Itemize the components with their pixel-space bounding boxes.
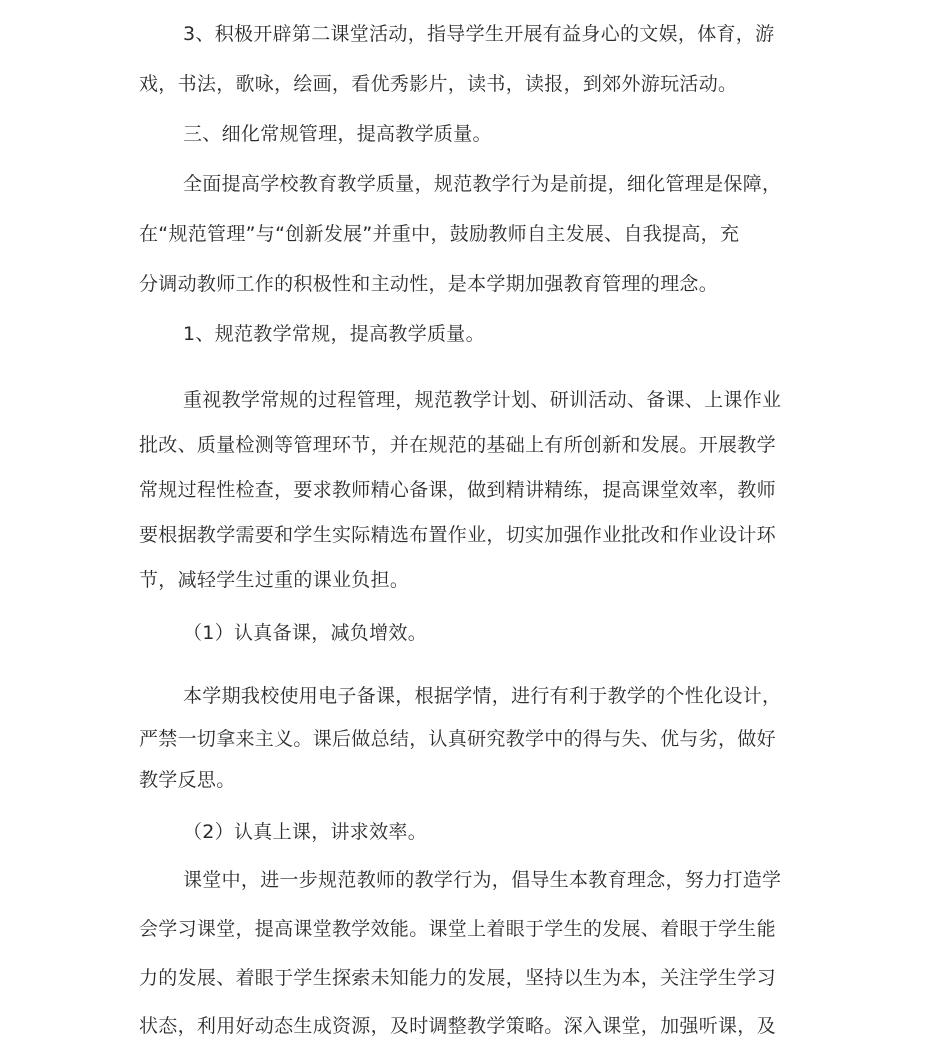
paragraph-line-2: 戏，书法，歌咏，绘画，看优秀影片，读书，读报，到郊外游玩活动。 — [139, 73, 738, 95]
paragraph-line-21: 状态，利用好动态生成资源，及时调整教学策略。深入课堂，加强听课，及 — [139, 1015, 776, 1037]
paragraph-line-4: 全面提高学校教育教学质量，规范教学行为是前提，细化管理是保障， — [183, 173, 782, 195]
paragraph-line-8: 重视教学常规的过程管理，规范教学计划、研训活动、备课、上课作业 — [183, 389, 782, 411]
paragraph-line-1: 3、积极开辟第二课堂活动，指导学生开展有益身心的文娱，体育，游 — [183, 23, 775, 45]
subheading-item-1: （1）认真备课，减负增效。 — [183, 622, 427, 644]
paragraph-line-10: 常规过程性检查，要求教师精心备课，做到精讲精练，提高课堂效率，教师 — [139, 479, 776, 501]
section-heading-3: 三、细化常规管理，提高教学质量。 — [183, 123, 492, 145]
paragraph-line-5: 在“规范管理”与“创新发展”并重中，鼓励教师自主发展、自我提高，充 — [139, 223, 740, 245]
paragraph-line-11: 要根据教学需要和学生实际精选布置作业，切实加强作业批改和作业设计环 — [139, 524, 776, 546]
paragraph-line-6: 分调动教师工作的积极性和主动性，是本学期加强教育管理的理念。 — [139, 273, 719, 295]
paragraph-line-12: 节，减轻学生过重的课业负担。 — [139, 569, 410, 591]
paragraph-line-15: 严禁一切拿来主义。课后做总结，认真研究教学中的得与失、优与劣，做好 — [139, 728, 776, 750]
paragraph-line-18: 课堂中，进一步规范教师的教学行为，倡导生本教育理念，努力打造学 — [183, 869, 782, 891]
subheading-1: 1、规范教学常规，提高教学质量。 — [183, 323, 485, 345]
paragraph-line-14: 本学期我校使用电子备课，根据学情，进行有利于教学的个性化设计， — [183, 685, 782, 707]
paragraph-line-9: 批改、质量检测等管理环节，并在规范的基础上有所创新和发展。开展教学 — [139, 434, 776, 456]
subheading-item-2: （2）认真上课，讲求效率。 — [183, 821, 427, 843]
paragraph-line-19: 会学习课堂，提高课堂教学效能。课堂上着眼于学生的发展、着眼于学生能 — [139, 918, 776, 940]
paragraph-line-20: 力的发展、着眼于学生探索未知能力的发展，坚持以生为本，关注学生学习 — [139, 967, 776, 989]
paragraph-line-16: 教学反思。 — [139, 769, 236, 791]
